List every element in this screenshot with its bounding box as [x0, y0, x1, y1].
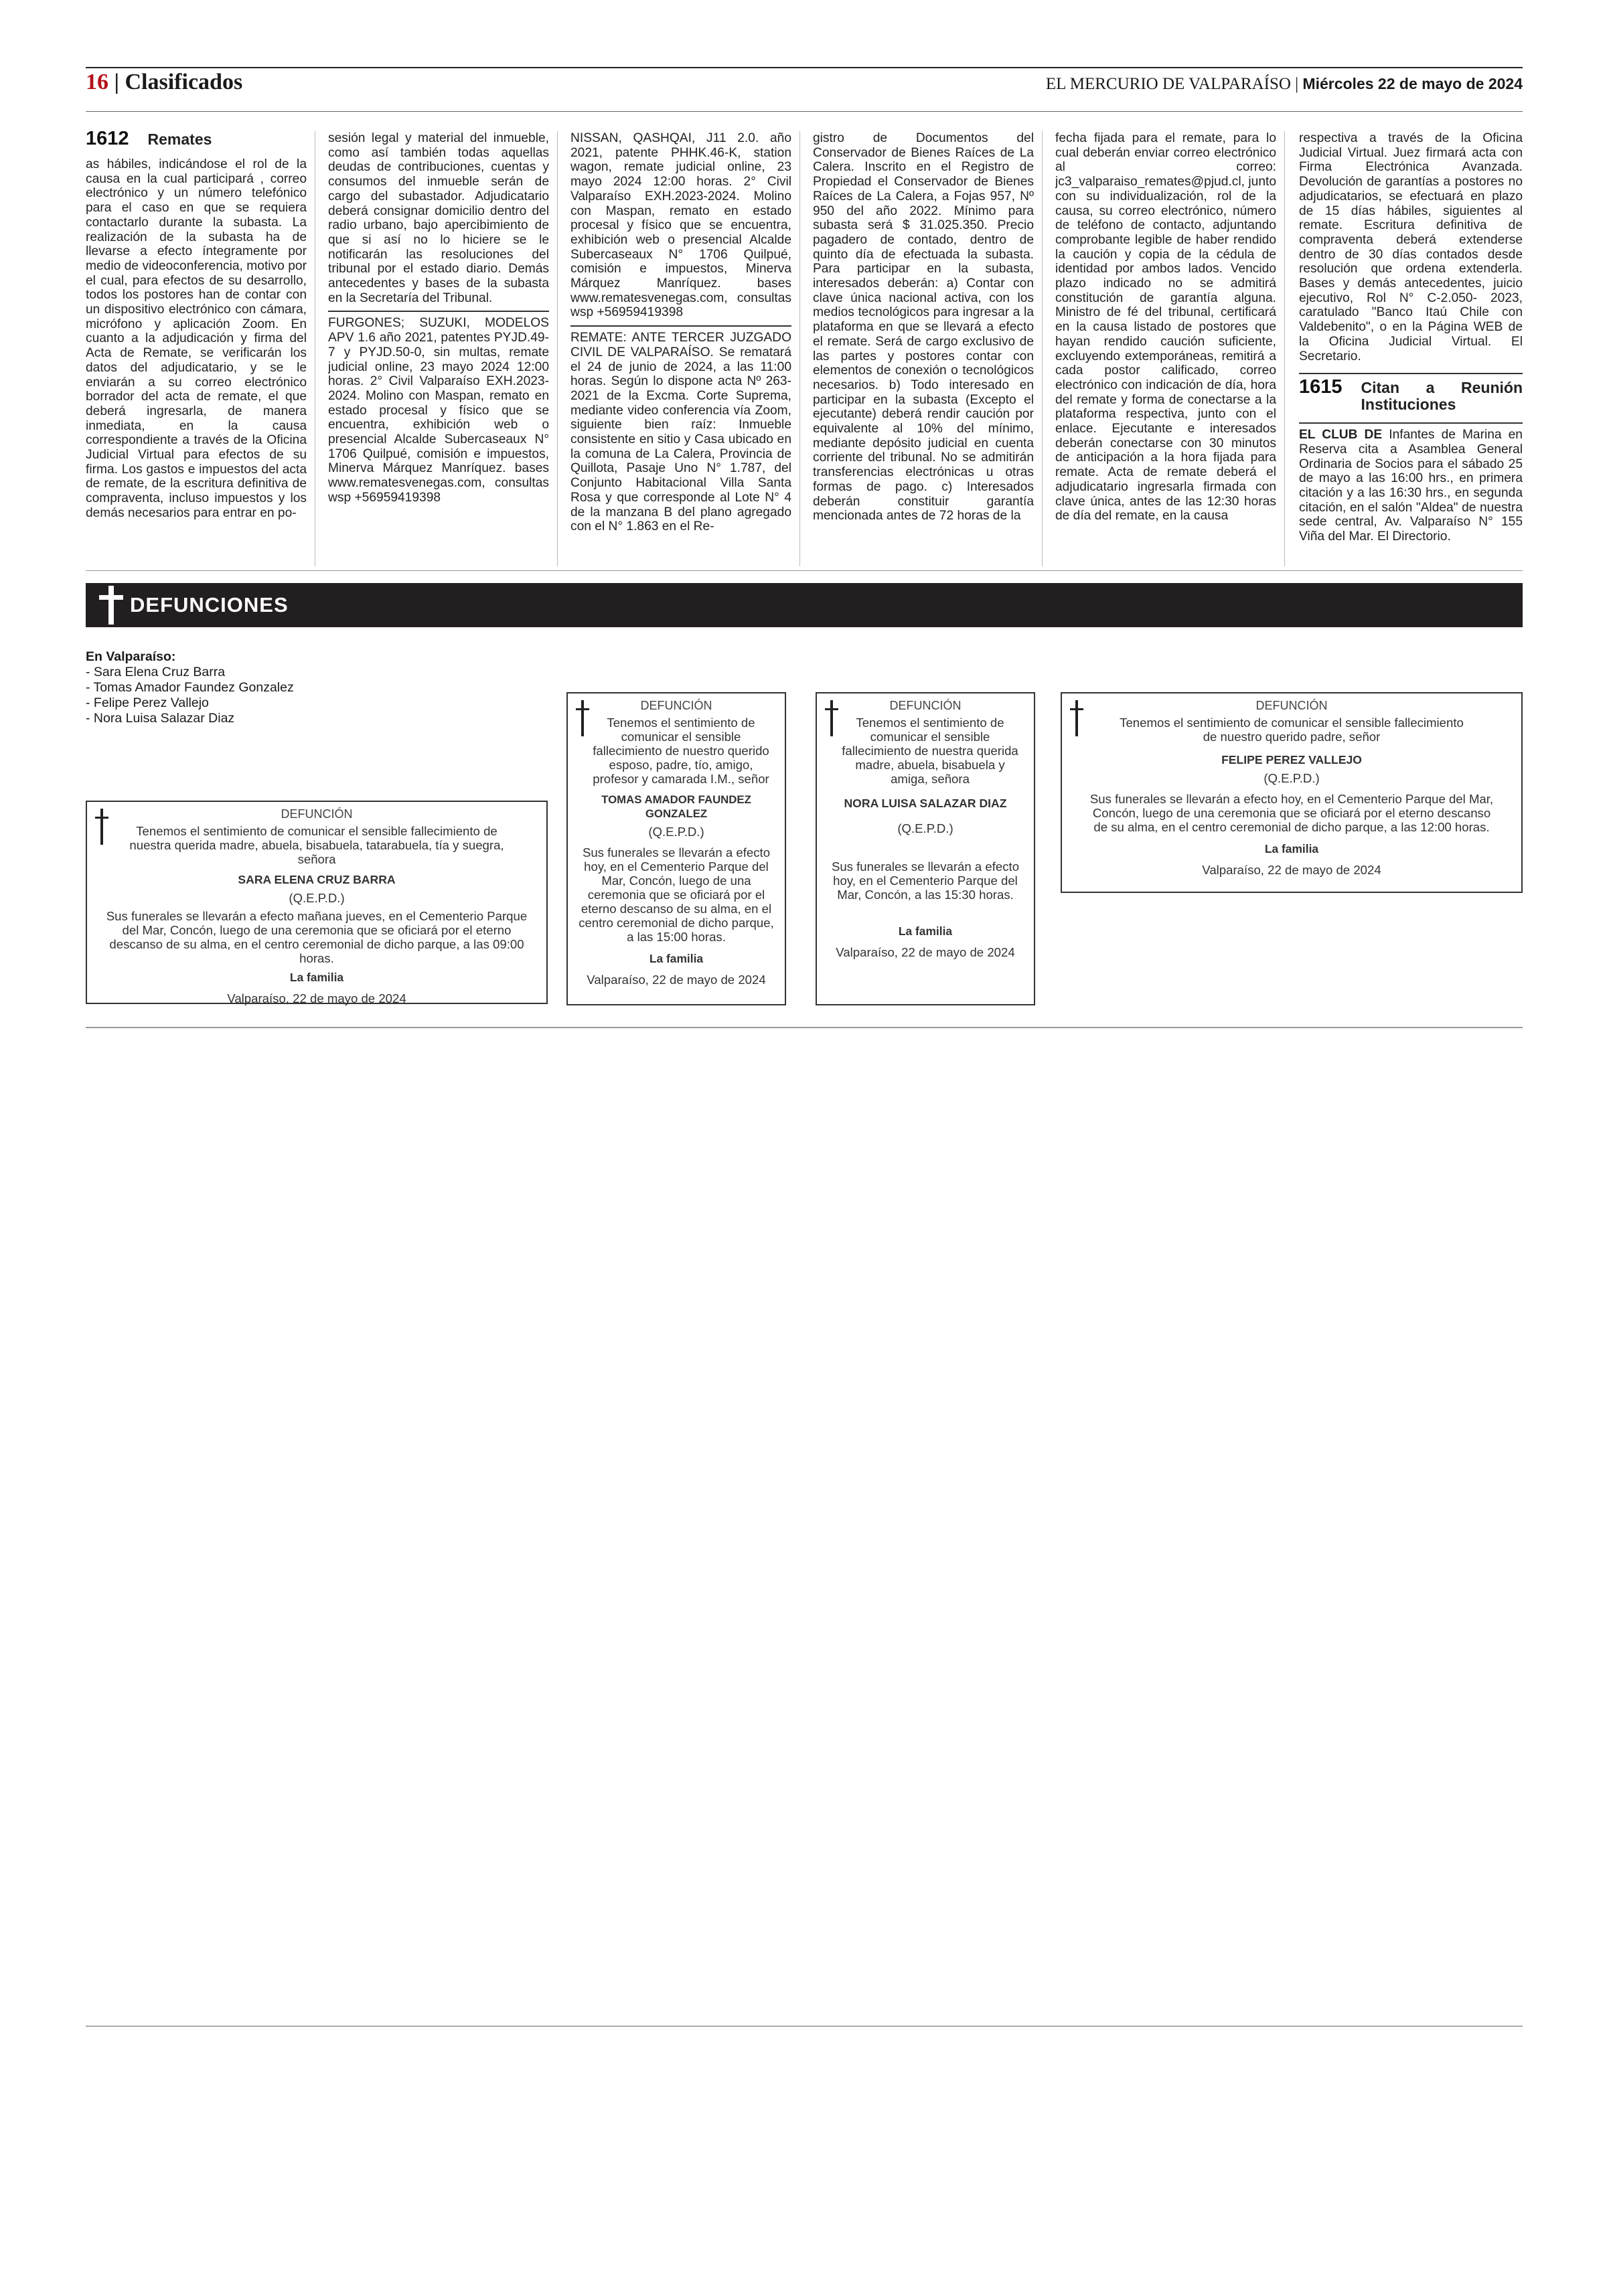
card-body: Sus funerales se llevarán a efecto hoy, en el Cementerio Parque del Mar, Concón, a las 15:30 horas. [831, 859, 1020, 902]
list-header: En Valparaíso: [86, 649, 176, 664]
signature: La familia [649, 952, 704, 965]
deceased-name: SARA ELENA CRUZ BARRA [238, 873, 396, 886]
classifieds-bottom-rule [86, 570, 1523, 571]
signature: La familia [1264, 842, 1319, 855]
signature: La familia [898, 924, 953, 938]
top-rule [86, 67, 1523, 68]
page-bottom-rule [86, 2026, 1523, 2027]
defunciones-bottom-rule [86, 1027, 1523, 1028]
classified-ad-club [1299, 422, 1523, 544]
column-divider [799, 131, 800, 566]
obituary-card-sara [86, 801, 548, 1004]
qepd: (Q.E.P.D.) [897, 821, 953, 835]
classified-text: as hábiles, indicándose el rol de la causa en la cual participará , correo electrónico y un número telefónico para el caso en que se requiera contactarlo durante la subasta. La realización de la subasta ha de llevarse a efecto íntegramente por medio de videoconferencia, motivo por el cual, para efectos de su desarrollo, todos los postores han de contar con un dispositivo electrónico con cámara, micrófono y aplicación Zoom. En cuanto a la adjudicación y firma del Acta de Remate, se verificarán los datos del adjudicatario, y se le enviarán a su correo electrónico borrador del acta de remate, el que deberá ingresarla, de manera inmediata, en la causa correspondiente a través de la Oficina Judicial Virtual para efectos de su firma. Los gastos e impuestos del acta de remate, de la escritura definitiva de compraventa, incluso impuestos y los demás necesarios para entrar en po- [86, 157, 307, 520]
cross-icon [575, 700, 592, 736]
classified-column-6 [1299, 131, 1523, 560]
card-date: Valparaíso, 22 de mayo de 2024 [227, 991, 406, 1005]
card-date: Valparaíso, 22 de mayo de 2024 [836, 945, 1015, 959]
section-code: 1612 [86, 131, 129, 149]
card-body: Sus funerales se llevarán a efecto mañana jueves, en el Cementerio Parque del Mar, Concón, luego de una ceremonia que se oficiará por el eterno descanso de su alma, en el centro ceremonial de dicho parque, a las 09:00 horas. [106, 909, 528, 965]
classified-column-1 [86, 131, 307, 560]
classified-ad-remate: REMATE: ANTE TERCER JUZGADO CIVIL DE VALPARAÍSO. Se rematará el 24 de junio de 2024, a las 11:00 horas. Según lo dispone acta Nº 2632021 de la Excma. Corte Suprema, mediante video conferencia vía Zoom, siguiente bien raíz: Inmueble consistente en sitio y Casa ubicado en la comuna de La Calera, Provincia de Quillota, Pasaje Uno N° 1.787, del Conjunto Habitacional Villa Santa Rosa y que corresponde al Lote N° 4 de la manzana B del plano agregado con el N° 1.863 en el Re- [570, 325, 791, 534]
column-divider [1042, 131, 1043, 566]
card-body: Sus funerales se llevarán a efecto hoy, en el Cementerio Parque del Mar, Concón, luego de una ceremonia que se oficiará por el eterno descanso de su alma, en el centro ceremonial de dicho parque, a las 12:00 horas. [1089, 792, 1494, 834]
club-text: Infantes de Marina en Reserva cita a Asamblea General Ordinaria de Socios para el sábado 25 de mayo a las 16:00 hrs., en primera citación y a las 16:30 hrs., en segunda citación, en el salón "Aldea" de nuestra sede central, Av. Valparaíso N° 155 Viña del Mar. El Directorio. [1299, 428, 1523, 544]
header-rule [86, 111, 1523, 112]
card-body: Sus funerales se llevarán a efecto hoy, en el Cementerio Parque del Mar, Concón, luego de una ceremonia que se oficiará por el eterno descanso de su alma, en el centro ceremonial de dicho parque, a las 15:00 horas. [579, 845, 774, 944]
column-divider [557, 131, 558, 566]
list-item: - Nora Luisa Salazar Diaz [86, 711, 235, 726]
obituary-card-felipe [1061, 692, 1523, 893]
section-header-reunion [1299, 373, 1523, 413]
cross-icon [94, 809, 111, 845]
defunciones-title: DEFUNCIONES [130, 593, 289, 617]
list-item: - Felipe Perez Vallejo [86, 695, 209, 710]
classified-ad-nissan: NISSAN, QASHQAI, J11 2.0. año 2021, patente PHHK.46-K, station wagon, remate judicial online, 23 mayo 2024 12:00 horas. 2° Civil Valparaíso EXH.2023-2024. Molino con Maspan, remato en estado procesal y físico que se encuentra, exhibición web o presencial Alcalde Subercaseaux N° 1706 Quilpué, comisión e impuestos, Minerva Márquez Manríquez. bases www.rematesvenegas.com, consultas wsp +56959419398 [570, 131, 791, 320]
issue-date: Miércoles 22 de mayo de 2024 [1302, 75, 1523, 92]
page-header [86, 70, 242, 95]
card-date: Valparaíso, 22 de mayo de 2024 [587, 973, 766, 987]
card-intro: Tenemos el sentimiento de comunicar el sensible fallecimiento de nuestro querido esposo, padre, tío, amigo, profesor y camarada I.M., señor [593, 716, 769, 786]
card-caption: DEFUNCIÓN [1255, 699, 1328, 712]
classified-column-3 [570, 131, 791, 560]
header-separator: | [114, 70, 125, 94]
obituary-card-nora [816, 692, 1035, 1005]
card-caption: DEFUNCIÓN [640, 699, 712, 712]
qepd: (Q.E.P.D.) [648, 825, 704, 839]
page-number: 16 [86, 70, 108, 94]
newspaper-name: EL MERCURIO DE VALPARAÍSO [1045, 75, 1291, 93]
classified-column-5 [1055, 131, 1276, 560]
column-divider [1284, 131, 1285, 566]
classified-text: fecha fijada para el remate, para lo cual deberán enviar correo electrónico al correo: jc3_valparaiso_remates@pjud.cl, junto con su individualización, rol de la causa, su correo electrónico, número de teléfono de contacto, adjuntando comprobante legible de haber rendido la caución y copia de la cédula de identidad por ambos lados. Vencido plazo indicado no se admitirá constitución de garantía alguna. Ministro de fé del tribunal, certificará en la causa listado de postores que hayan rendido caución suficiente, excluyendo extemporáneas, remitirá a cada postor calificado, correo electrónico con indicación de día, hora del remate y forma de conectarse a la plataforma respectiva, junto con el enlace. Ejecutante e interesados deberán conectarse con 30 minutos de anticipación a la hora fijada para remate. Acta de remate deberá el adjudicatario ingresarla firmada con clave única, antes de las 12:30 horas de día del remate, en la causa [1055, 131, 1276, 523]
section-name: Remates [147, 131, 212, 148]
section-code: 1615 [1299, 376, 1343, 398]
list-item: - Sara Elena Cruz Barra [86, 665, 226, 679]
deceased-name: FELIPE PEREZ VALLEJO [1221, 753, 1362, 766]
club-lead: EL CLUB DE [1299, 428, 1383, 442]
classified-column-2 [328, 131, 549, 560]
obituary-card-tomas [566, 692, 786, 1005]
section-header-remates [86, 131, 307, 148]
card-date: Valparaíso, 22 de mayo de 2024 [1202, 863, 1381, 877]
cross-icon [94, 586, 129, 625]
cross-icon [824, 700, 841, 736]
card-intro: Tenemos el sentimiento de comunicar el sensible fallecimiento de nuestra querida madre, abuela, bisabuela, tatarabuela, tía y suegra, señora [129, 824, 504, 866]
qepd: (Q.E.P.D.) [1264, 771, 1320, 785]
card-intro: Tenemos el sentimiento de comunicar el sensible fallecimiento de nuestro querido padre, señor [1120, 716, 1464, 744]
deceased-name: TOMAS AMADOR FAUNDEZ GONZALEZ [601, 793, 751, 820]
classified-text: sesión legal y material del inmueble, como así también todas aquellas deudas de contribuciones, cuentas y consumos del inmueble serán de cargo del subastador. Adjudicatario deberá consignar domicilio dentro del radio urbano, bajo apercibimiento de que si así no lo hiciere se le notificarán las resoluciones del tribunal por el estado diario. Demás antecedentes y bases de la subasta en la Secretaría del Tribunal. [328, 131, 549, 305]
classified-column-4 [813, 131, 1034, 560]
classified-ad-furgones: FURGONES; SUZUKI, MODELOS APV 1.6 año 2021, patentes PYJD.49-7 y PYJD.50-0, sin multas, remate judicial online, 23 mayo 2024 12:00 horas. 2° Civil Valparaíso EXH.2023-2024. Molino con Maspan, remato en estado procesal y físico que se encuentra, exhibición web o presencial Alcalde Subercaseaux N° 1706 Quilpué, comisión e impuestos, Minerva Márquez Manríquez. bases www.rematesvenegas.com, consultas wsp +56959419398 [328, 311, 549, 505]
masthead: EL MERCURIO DE VALPARAÍSO | Miércoles 22 de mayo de 2024 [1045, 75, 1523, 93]
section-title: Clasificados [125, 70, 243, 94]
list-item: - Tomas Amador Faundez Gonzalez [86, 680, 294, 695]
card-caption: DEFUNCIÓN [889, 699, 962, 712]
classified-text: respectiva a través de la Oficina Judicial Virtual. Juez firmará acta con Firma Electrónica Avanzada. Devolución de garantías a postores no adjudicatarios, se efectuará en plazo de 15 días hábiles, siguientes al remate. Escritura definitiva de compraventa deberá extenderse dentro de 30 días contados desde resolución que ordena extenderla. Bases y demás antecedentes, juicio ejecutivo, Rol N° C-2.050- 2023, caratulado "Banco Itaú Chile con Valdebenito", o en la Página WEB de la Oficina Judicial Virtual. El Secretario. [1299, 131, 1523, 363]
cross-icon [1069, 700, 1086, 736]
deceased-name: NORA LUISA SALAZAR DIAZ [844, 797, 1007, 810]
signature: La familia [289, 971, 344, 984]
defunciones-list [86, 649, 294, 726]
card-intro: Tenemos el sentimiento de comunicar el sensible fallecimiento de nuestra querida madre, abuela, bisabuela y amiga, señora [842, 716, 1018, 786]
qepd: (Q.E.P.D.) [289, 891, 345, 905]
card-caption: DEFUNCIÓN [281, 807, 353, 821]
classified-text: gistro de Documentos del Conservador de Bienes Raíces de La Calera. Inscrito en el Registro de Propiedad el Conservador de Bienes Raíces de La Calera, a Fojas 957, Nº 950 del año 2022. Mínimo para subasta será $ 31.025.350. Precio pagadero de contado, dentro de quinto día de efectuada la subasta. Para participar en la subasta, interesados deberán: a) Contar con clave única nacional activa, con los medios tecnológicos para ingresar a la plataforma en que se llevará a efecto el remate. Será de cargo exclusivo de las partes y postores contar con elementos de conexión o tecnológicos necesarios. b) Todo interesado en participar en la subasta (Excepto el ejecutante) deberá rendir caución por equivalente al 10% del mínimo, mediante depósito judicial en cuenta corriente del tribunal. No se admitirán transferencias electrónicas u otras formas de pago. c) Interesados deberán constituir garantía mencionada antes de 72 horas de la [813, 131, 1034, 523]
section-name: Citan a Reunión Instituciones [1361, 379, 1523, 414]
defunciones-header [86, 583, 1523, 627]
